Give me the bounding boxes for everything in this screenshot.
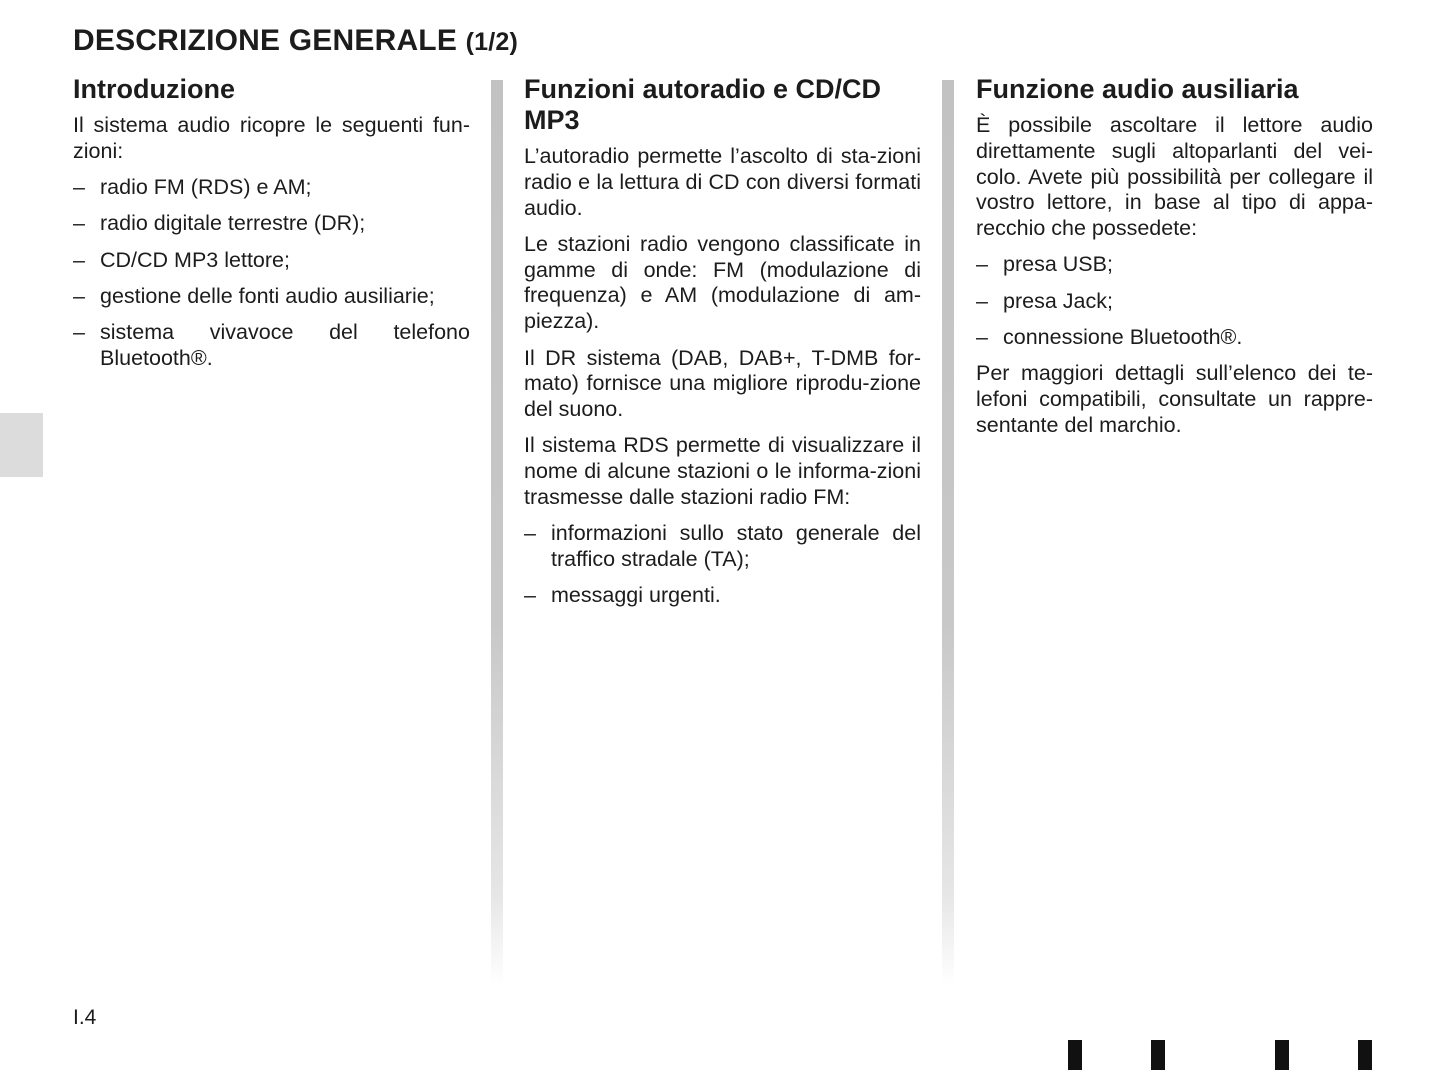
- rds-info-list: [524, 521, 921, 609]
- dash-bullet: –: [976, 288, 988, 313]
- list-item-text: messaggi urgenti.: [551, 583, 721, 608]
- page-title-text: DESCRIZIONE GENERALE: [73, 24, 458, 57]
- list-item-text: presa USB;: [1003, 252, 1113, 277]
- paragraph: Il sistema RDS permette di visualizzare il nome di alcune stazioni o le informa-zioni trasmesse dalle stazioni radio FM:: [524, 433, 921, 510]
- list-item-line: [100, 320, 470, 346]
- list-item: [73, 320, 470, 372]
- paragraph: È possibile ascoltare il lettore audio direttamente sugli altoparlanti del vei-colo. Avete più possibilità per collegare il vostro lettore, in base al tipo di appa-recchio che possedete:: [976, 113, 1373, 241]
- section-heading: Introduzione: [73, 74, 235, 104]
- chapter-tab: [0, 413, 43, 477]
- paragraph: Le stazioni radio vengono classificate in gamme di onde: FM (modulazione di frequenza) e AM (modulazione di am-piezza).: [524, 231, 921, 334]
- section-funzione-audio-ausiliaria: [976, 74, 1373, 449]
- connection-list: [976, 252, 1373, 350]
- dash-bullet: –: [73, 247, 85, 272]
- list-item-text: informazioni sullo stato generale del traffico stradale (TA);: [551, 521, 921, 572]
- registration-mark: [1275, 1040, 1289, 1070]
- list-item: [976, 252, 1373, 278]
- dash-bullet: –: [976, 325, 988, 350]
- list-item-line: Bluetooth®.: [100, 346, 213, 371]
- dash-bullet: –: [73, 320, 85, 345]
- list-item: [524, 521, 921, 573]
- dash-bullet: –: [73, 175, 85, 200]
- dash-bullet: –: [524, 583, 536, 608]
- list-item-text: radio digitale terrestre (DR);: [100, 211, 366, 236]
- word: del: [329, 320, 358, 345]
- intro-paragraph: Il sistema audio ricopre le seguenti fun-zioni:: [73, 113, 470, 163]
- list-item: [73, 248, 470, 274]
- dash-bullet: –: [73, 283, 85, 308]
- list-item: [73, 284, 470, 310]
- list-item-text: gestione delle fonti audio ausiliarie;: [100, 283, 435, 308]
- page-number: I.4: [73, 1006, 97, 1029]
- paragraph: L’autoradio permette l’ascolto di sta-zioni radio e la lettura di CD con diversi formati audio.: [524, 144, 921, 220]
- list-item-text: connessione Bluetooth®.: [1003, 325, 1243, 350]
- word: sistema: [100, 320, 175, 345]
- list-item-text: radio FM (RDS) e AM;: [100, 175, 312, 200]
- list-item: [73, 211, 470, 237]
- registration-mark: [1151, 1040, 1165, 1070]
- list-item-text: presa Jack;: [1003, 288, 1113, 313]
- column-divider-left: [491, 80, 503, 985]
- list-item: [976, 325, 1373, 351]
- section-heading: Funzioni autoradio e CD/CD MP3: [524, 74, 881, 135]
- list-item-text: CD/CD MP3 lettore;: [100, 247, 290, 272]
- dash-bullet: –: [73, 211, 85, 236]
- registration-mark: [1068, 1040, 1082, 1070]
- function-list: [73, 175, 470, 372]
- section-heading: Funzione audio ausiliaria: [976, 74, 1299, 104]
- page-part-indicator: (1/2): [465, 28, 518, 56]
- list-item: [524, 583, 921, 609]
- list-item: [976, 289, 1373, 315]
- page-title: [73, 24, 518, 59]
- registration-mark: [1358, 1040, 1372, 1070]
- paragraph: Il DR sistema (DAB, DAB+, T-DMB for-mato) fornisce una migliore riprodu-zione del suono.: [524, 345, 921, 422]
- section-funzioni-autoradio: [524, 74, 921, 620]
- paragraph: Per maggiori dettagli sull’elenco dei te-lefoni compatibili, consultate un rappre-sentante del marchio.: [976, 361, 1373, 437]
- dash-bullet: –: [976, 252, 988, 277]
- word: telefono: [393, 320, 470, 345]
- word: vivavoce: [209, 320, 294, 345]
- column-divider-right: [942, 80, 954, 985]
- list-item: [73, 175, 470, 201]
- section-introduzione: [73, 74, 470, 382]
- dash-bullet: –: [524, 521, 536, 546]
